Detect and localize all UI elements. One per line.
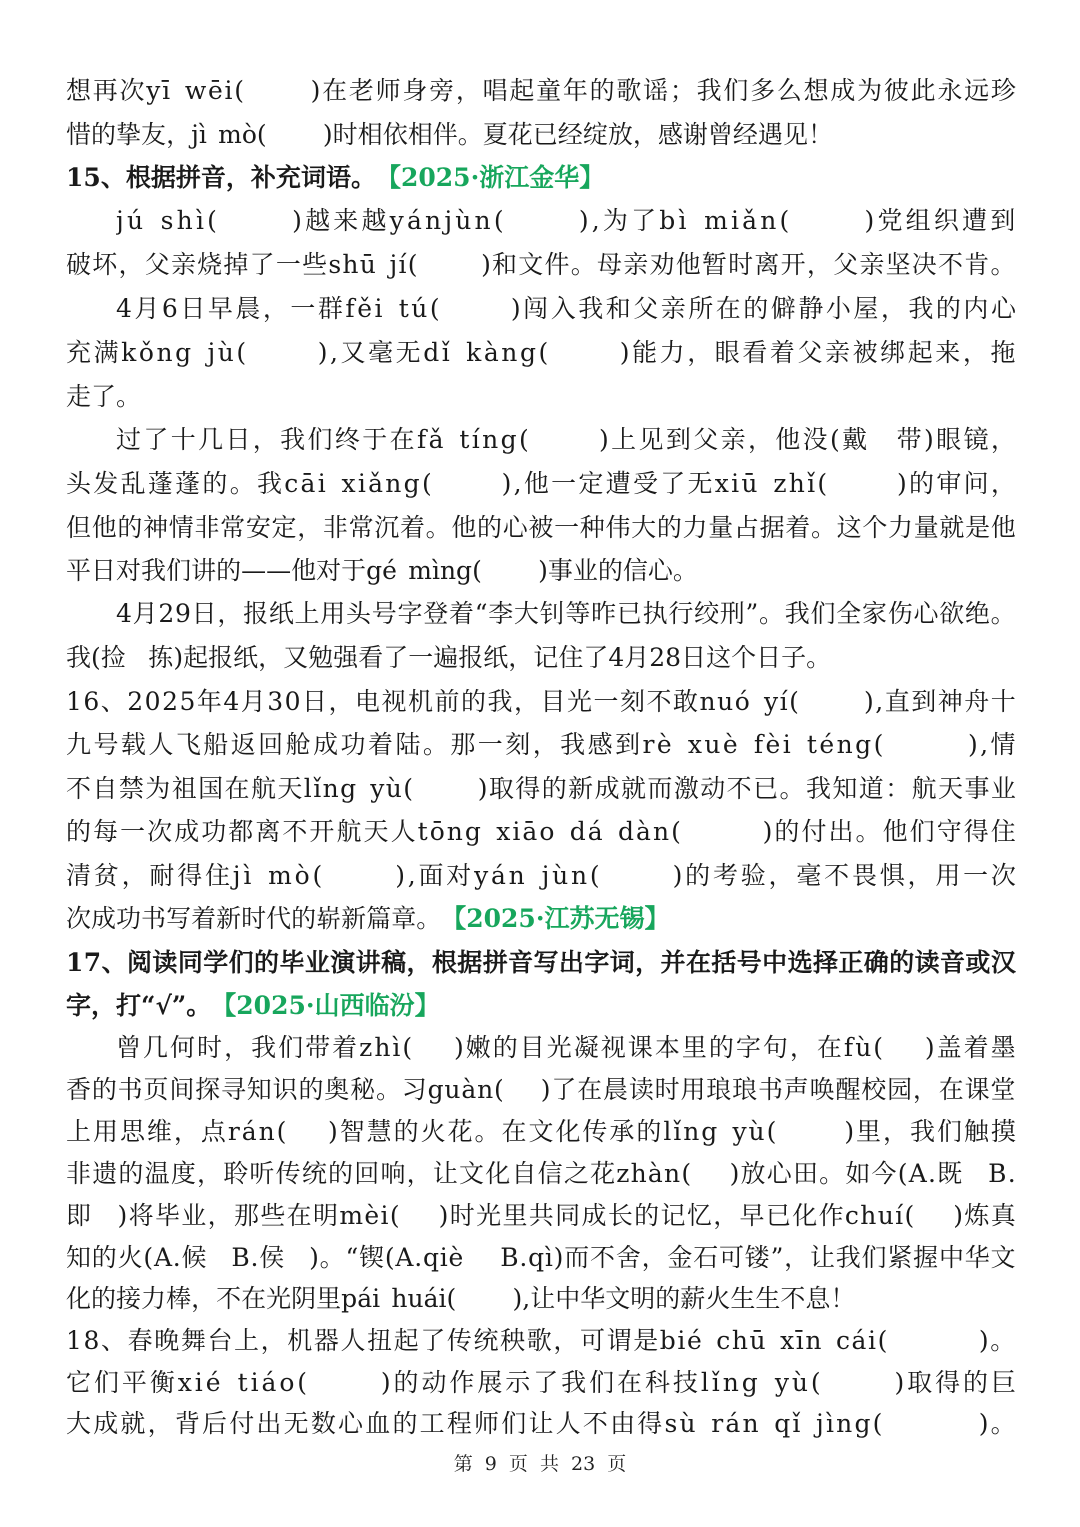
- text-line: 头 发 乱 蓬 蓬 的 。 我 c ā i x i ǎ n g ( ) , 他 一 定 遭 受 了 无 x i ū z h ǐ ( ) 的 审 问 ，: [66, 469, 1016, 498]
- text-line: 4 月 6 日 早 晨 ， 一 群 f ě i t ú ( ) 闯 入 我 和 父 亲 所 在 的 僻 静 小 屋 ， 我 的 内 心: [116, 294, 1016, 323]
- text-line: 大 成 就 ， 背 后 付 出 无 数 心 血 的 工 程 师 们 让 人 不 由 得 s ù r á n q ǐ j ì n g ( ) 。: [66, 1409, 1016, 1438]
- text-line: 我 ( 捡 拣 ) 起 报 纸 ， 又 勉 强 看 了 一 遍 报 纸 ， 记 住 了 4 月 2 8 日 这 个 日 子 。: [66, 643, 832, 672]
- page-footer: 第 9 页 共 23 页: [453, 1453, 627, 1475]
- text-line: 1 5 、 根 据 拼 音 ， 补 充 词 语 。 【2025·浙江金华】: [66, 156, 1016, 200]
- text-line: 化 的 接 力 棒 ， 不 在 光 阴 里 p á i h u á i ( ) , 让 中 华 文 明 的 薪 火 生 生 不 息 ！: [66, 1284, 856, 1313]
- text-line: 曾 几 何 时 ， 我 们 带 着 z h ì ( ) 嫩 的 目 光 凝 视 课 本 里 的 字 句 ， 在 f ù ( ) 盖 着 墨: [116, 1033, 1016, 1062]
- source-tag: 【2025·山西临汾】: [211, 991, 440, 1020]
- text-line: 过 了 十 几 日 ， 我 们 终 于 在 f ǎ t í n g ( ) 上 见 到 父 亲 ， 他 没 ( 戴 带 ) 眼 镜 ，: [116, 425, 1016, 454]
- text-line: 惜 的 挚 友 ， j ì m ò ( ) 时 相 依 相 伴 。 夏 花 已 经 绽 放 ， 感 谢 曾 经 遇 见 ！: [66, 120, 833, 149]
- text-line: 上 用 思 维 ， 点 r á n ( ) 智 慧 的 火 花 。 在 文 化 传 承 的 l ǐ n g y ù ( ) 里 ， 我 们 触 摸: [66, 1117, 1016, 1146]
- text-line: 香 的 书 页 间 探 寻 知 识 的 奥 秘 。 习 g u à n ( ) 了 在 晨 读 时 用 琅 琅 书 声 唤 醒 校 园 ， 在 课 堂: [66, 1075, 1016, 1104]
- text-line: 平 日 对 我 们 讲 的 — — 他 对 于 g é m ì n g ( ) 事 业 的 信 心 。: [66, 556, 698, 585]
- text-line: 1 8 、 春 晚 舞 台 上 ， 机 器 人 扭 起 了 传 统 秧 歌 ， 可 谓 是 b i é c h ū x ī n c á i ( ) 。: [66, 1326, 1016, 1355]
- text-line: 字 ， 打 “ √ ” 。 【2025·山西临汾】: [66, 984, 1016, 1028]
- text-line: 1 7 、 阅 读 同 学 们 的 毕 业 演 讲 稿 ， 根 据 拼 音 写 出 字 词 ， 并 在 括 号 中 选 择 正 确 的 读 音 或 汉: [66, 948, 1016, 977]
- text-line: j ú s h ì ( ) 越 来 越 y á n j ù n ( ) , 为 了 b ì m i ǎ n ( ) 党 组 织 遭 到: [116, 206, 1016, 235]
- source-tag: 【2025·浙江金华】: [375, 163, 605, 192]
- text-line: 想 再 次 y ī w ē i ( ) 在 老 师 身 旁 ， 唱 起 童 年 的 歌 谣 ； 我 们 多 么 想 成 为 彼 此 永 远 珍: [66, 76, 1016, 105]
- source-tag: 【2025·江苏无锡】: [441, 904, 670, 933]
- text-line: 但 他 的 神 情 非 常 安 定 ， 非 常 沉 着 。 他 的 心 被 一 种 伟 大 的 力 量 占 据 着 。 这 个 力 量 就 是 他: [66, 513, 1016, 542]
- text-line: 的 每 一 次 成 功 都 离 不 开 航 天 人 t ō n g x i ā o d á d à n ( ) 的 付 出 。 他 们 守 得 住: [66, 817, 1016, 846]
- text-line: 走 了 。: [66, 382, 142, 411]
- text-line: 即 ) 将 毕 业 ， 那 些 在 明 m è i ( ) 时 光 里 共 同 成 长 的 记 忆 ， 早 已 化 作 c h u í ( ) 炼 真: [66, 1201, 1016, 1230]
- text-line: 它 们 平 衡 x i é t i á o ( ) 的 动 作 展 示 了 我 们 在 科 技 l ǐ n g y ù ( ) 取 得 的 巨: [66, 1368, 1016, 1397]
- text-line: 知 的 火 ( A . 候 B . 侯 ) 。 “ 锲 ( A . q i è B . q ì ) 而 不 舍 ， 金 石 可 镂 ” ， 让 我 们 紧 握 中 华 文: [66, 1243, 1016, 1272]
- text-line: 充 满 k ǒ n g j ù ( ) , 又 毫 无 d ǐ k à n g ( ) 能 力 ， 眼 看 着 父 亲 被 绑 起 来 ， 拖: [66, 338, 1016, 367]
- text-line: 九 号 载 人 飞 船 返 回 舱 成 功 着 陆 。 那 一 刻 ， 我 感 到 r è x u è f è i t é n g ( ) , 情: [66, 730, 1016, 759]
- text-line: 清 贫 ， 耐 得 住 j ì m ò ( ) , 面 对 y á n j ù n ( ) 的 考 验 ， 毫 不 畏 惧 ， 用 一 次: [66, 861, 1016, 890]
- text-line: 不 自 禁 为 祖 国 在 航 天 l ǐ n g y ù ( ) 取 得 的 新 成 就 而 激 动 不 已 。 我 知 道 ： 航 天 事 业: [66, 774, 1016, 803]
- text-line: 非 遗 的 温 度 ， 聆 听 传 统 的 回 响 ， 让 文 化 自 信 之 花 z h à n ( ) 放 心 田 。 如 今 ( A . 既 B .: [66, 1159, 1016, 1188]
- text-line: 破 坏 ， 父 亲 烧 掉 了 一 些 s h ū j í ( ) 和 文 件 。 母 亲 劝 他 暂 时 离 开 ， 父 亲 坚 决 不 肯 。: [66, 250, 1016, 279]
- text-line: 次 成 功 书 写 着 新 时 代 的 崭 新 篇 章 。 【2025·江苏无锡】: [66, 897, 1016, 941]
- text-line: 1 6 、 2 0 2 5 年 4 月 3 0 日 ， 电 视 机 前 的 我 ， 目 光 一 刻 不 敢 n u ó y í ( ) , 直 到 神 舟 十: [66, 687, 1016, 716]
- text-line: 4 月 2 9 日 ， 报 纸 上 用 头 号 字 登 着 “ 李 大 钊 等 昨 已 执 行 绞 刑 ” 。 我 们 全 家 伤 心 欲 绝 。: [116, 599, 1016, 628]
